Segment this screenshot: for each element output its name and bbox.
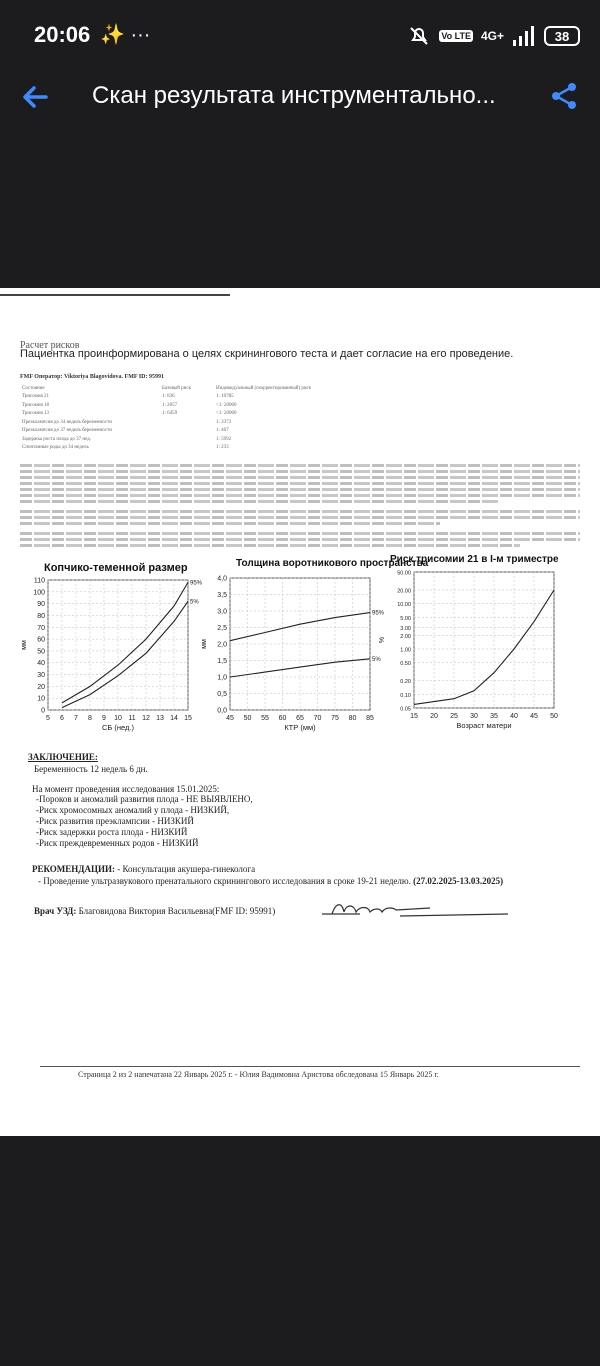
signal-icon xyxy=(512,25,536,47)
operator-line: FMF Оператор: Viktoriya Blagovidova. FMF ID: 95991 xyxy=(20,374,164,380)
finding-item: -Риск развития преэклампсии - НИЗКИЙ xyxy=(36,816,194,826)
x-tick-label: 12 xyxy=(142,715,150,722)
chart-title-nt: Толщина воротникового пространства xyxy=(236,558,429,569)
y-tick-label: 10 xyxy=(37,695,45,703)
x-axis-label: СБ (нед.) xyxy=(101,723,135,732)
x-axis-label: Возраст матери xyxy=(456,721,512,730)
volte-badge: Vo LTE xyxy=(441,31,471,41)
y-tick-label: 90 xyxy=(37,601,45,609)
status-time: 20:06 xyxy=(34,22,91,47)
y-tick-label: 0.20 xyxy=(400,679,411,686)
y-tick-label: 80 xyxy=(37,612,45,620)
x-tick-label: 11 xyxy=(128,715,136,722)
table-cell: <1: 20000 xyxy=(216,402,237,408)
finding-item: -Риск задержки роста плода - НИЗКИЙ xyxy=(36,827,188,837)
y-tick-label: 1.00 xyxy=(400,647,411,654)
series-label: 5% xyxy=(190,599,199,606)
y-tick-label: 0.50 xyxy=(400,661,411,668)
y-tick-label: 70 xyxy=(37,624,45,632)
x-tick-label: 45 xyxy=(530,713,538,720)
conclusion-title: ЗАКЛЮЧЕНИЕ: xyxy=(28,752,98,762)
series-label: 95% xyxy=(190,580,203,587)
x-tick-label: 70 xyxy=(313,715,322,722)
table-row xyxy=(22,418,352,427)
fine-print xyxy=(20,516,580,519)
battery-icon: 38 xyxy=(544,26,580,46)
series-line xyxy=(414,590,554,704)
finding-item: -Риск хромосомных аномалий у плода - НИЗКИЙ, xyxy=(36,805,230,815)
x-tick-label: 10 xyxy=(114,715,122,722)
table-cell: 1: 6459 xyxy=(162,411,178,417)
y-tick-label: 50 xyxy=(37,648,45,656)
table-cell: 1: 2057 xyxy=(162,402,178,408)
chart-title-t21: Риск трисомии 21 в I-м триместре xyxy=(390,554,559,565)
y-tick-label: 3,5 xyxy=(217,592,227,599)
x-tick-label: 20 xyxy=(430,713,438,720)
x-tick-label: 75 xyxy=(331,715,339,722)
x-tick-label: 50 xyxy=(550,713,558,720)
table-cell: Преэклампсия до 34 недель беременности xyxy=(22,419,112,425)
x-tick-label: 7 xyxy=(74,715,78,722)
header-cell: Базовый риск xyxy=(162,385,192,391)
fine-print xyxy=(20,464,580,467)
plot-frame xyxy=(414,572,554,708)
doc-heading: Расчет рисков xyxy=(20,340,80,351)
y-tick-label: 20.00 xyxy=(397,588,411,595)
y-tick-label: 30 xyxy=(37,672,45,680)
x-tick-label: 85 xyxy=(366,715,374,722)
table-cell: Трисомия 18 xyxy=(22,402,50,408)
y-tick-label: 2,0 xyxy=(217,641,227,649)
fine-print xyxy=(20,476,580,479)
notification-icons: ✨ ··· xyxy=(100,24,151,46)
header-cell: Состояние xyxy=(22,385,45,391)
y-tick-label: 0,5 xyxy=(217,691,227,698)
fine-print xyxy=(20,544,520,547)
status-bar xyxy=(0,0,600,70)
fine-print xyxy=(20,522,440,525)
signature-image xyxy=(320,898,510,920)
doctor-label: Врач УЗД: xyxy=(34,906,77,916)
footer-text: Страница 2 из 2 напечатана 22 Январь 2025 г. - Юлия Вадимовна Аристова обследована 15 Январь 2025 г. xyxy=(78,1070,439,1079)
y-tick-label: 0.10 xyxy=(400,692,411,699)
x-tick-label: 5 xyxy=(46,715,50,722)
chart-title-crl: Копчико-теменной размер xyxy=(44,562,188,574)
x-tick-label: 15 xyxy=(184,715,192,722)
y-tick-label: 0,0 xyxy=(217,707,227,715)
back-arrow-icon[interactable] xyxy=(18,80,52,114)
x-tick-label: 55 xyxy=(261,715,269,722)
chart-nt xyxy=(200,570,390,734)
recommend-dates: (27.02.2025-13.03.2025) xyxy=(413,876,504,886)
x-tick-label: 14 xyxy=(170,715,178,722)
table-cell: 1: 233 xyxy=(216,445,229,451)
fine-print xyxy=(20,538,580,541)
table-cell: 1: 3373 xyxy=(216,419,232,425)
fine-print xyxy=(20,500,500,503)
y-tick-label: 100 xyxy=(33,589,45,597)
chart-crl xyxy=(20,574,210,734)
table-row xyxy=(22,393,352,402)
y-tick-label: 5.00 xyxy=(400,615,411,622)
risk-table xyxy=(22,384,352,452)
x-tick-label: 40 xyxy=(510,713,518,720)
x-tick-label: 9 xyxy=(102,715,106,722)
doctor-name: Благовидова Виктория Васильевна(FMF ID: 95991) xyxy=(78,906,276,916)
table-row xyxy=(22,435,352,444)
x-tick-label: 60 xyxy=(278,715,287,722)
footer-divider xyxy=(40,1066,580,1067)
y-tick-label: 3.00 xyxy=(400,625,411,632)
finding-item: -Пороков и аномалий развития плода - НЕ ВЫЯВЛЕНО, xyxy=(36,794,253,804)
fine-print xyxy=(20,532,580,535)
x-tick-label: 30 xyxy=(470,713,478,720)
table-cell: <1: 20000 xyxy=(216,411,237,417)
recommend-label: РЕКОМЕНДАЦИИ: xyxy=(32,864,115,874)
page-title: Скан результата инструментально... xyxy=(92,82,496,109)
x-tick-label: 6 xyxy=(60,715,64,722)
table-cell: 1: 467 xyxy=(216,428,229,434)
exam-date-line: На момент проведения исследования 15.01.2025: xyxy=(32,784,220,794)
table-cell: Трисомия 13 xyxy=(22,411,50,417)
y-tick-label: 4,0 xyxy=(217,575,227,583)
status-right xyxy=(407,22,580,50)
consent-text: Пациентка проинформирована о целях скринингового теста и дает согласие на его проведение. xyxy=(20,348,514,360)
pregnancy-term: Беременность 12 недель 6 дн. xyxy=(34,764,148,774)
y-tick-label: 1,0 xyxy=(217,674,227,682)
y-tick-label: 10.00 xyxy=(397,602,411,609)
recommend-item: - Проведение ультразвукового пренатального скринингового исследования в сроке 19-21 неделю. xyxy=(38,876,411,886)
fine-print xyxy=(20,494,580,497)
table-cell: Задержка роста плода до 37 нед. xyxy=(22,436,92,442)
y-axis-label: % xyxy=(379,636,386,644)
y-tick-label: 2,5 xyxy=(217,625,227,632)
table-row xyxy=(22,401,352,410)
table-row xyxy=(22,427,352,436)
series-label: 95% xyxy=(372,610,385,617)
network-type: 4G+ xyxy=(480,29,504,43)
y-axis-label: мм xyxy=(21,640,28,650)
mute-icon xyxy=(407,24,431,48)
recommend-item: - Консультация акушера-гинеколога xyxy=(117,864,256,874)
recommendations xyxy=(32,864,572,886)
table-cell: 1: 5992 xyxy=(216,436,232,442)
app-bar xyxy=(0,70,600,126)
table-row xyxy=(22,444,352,453)
y-tick-label: 0.05 xyxy=(400,706,411,713)
x-tick-label: 45 xyxy=(226,715,234,722)
y-tick-label: 20 xyxy=(37,683,45,691)
table-cell: Трисомия 21 xyxy=(22,394,50,400)
y-tick-label: 50.00 xyxy=(397,570,411,577)
fine-print xyxy=(20,470,580,473)
x-tick-label: 65 xyxy=(296,715,304,722)
series-label: 5% xyxy=(372,656,381,663)
table-cell: 1: 10785 xyxy=(216,394,234,400)
x-tick-label: 35 xyxy=(490,713,498,720)
table-cell: 1: 836 xyxy=(162,394,175,400)
x-tick-label: 13 xyxy=(156,715,164,722)
fine-print xyxy=(20,510,580,513)
chart-t21 xyxy=(378,566,578,734)
x-tick-label: 80 xyxy=(348,715,357,722)
findings xyxy=(32,784,253,849)
divider xyxy=(0,294,230,296)
x-tick-label: 25 xyxy=(450,713,458,720)
table-cell: Преэклампсия до 37 недель беременности xyxy=(22,428,112,434)
y-tick-label: 40 xyxy=(37,660,45,668)
y-tick-label: 110 xyxy=(33,577,45,585)
y-tick-label: 0 xyxy=(41,707,45,715)
y-axis-label: мм xyxy=(201,639,208,649)
y-tick-label: 3,0 xyxy=(217,608,227,616)
y-tick-label: 60 xyxy=(37,636,45,644)
table-row xyxy=(22,410,352,419)
table-cell: Спонтанные роды до 34 недель xyxy=(22,445,89,451)
y-tick-label: 2.00 xyxy=(400,633,411,640)
share-icon[interactable] xyxy=(548,80,580,112)
y-tick-label: 1,5 xyxy=(217,658,227,665)
series-line xyxy=(62,582,188,703)
fine-print xyxy=(20,488,580,491)
doctor-line xyxy=(34,906,275,916)
header-cell: Индивидуальный (скорректированный) риск xyxy=(216,385,312,391)
x-tick-label: 50 xyxy=(243,715,252,722)
finding-item: -Риск преждевременных родов - НИЗКИЙ xyxy=(36,838,199,848)
conclusion xyxy=(28,752,148,774)
x-tick-label: 15 xyxy=(410,713,418,720)
fine-print xyxy=(20,482,580,485)
x-tick-label: 8 xyxy=(88,715,92,722)
x-axis-label: КТР (мм) xyxy=(284,723,316,732)
risk-table-header xyxy=(22,384,352,393)
scanned-document[interactable] xyxy=(0,288,600,1136)
